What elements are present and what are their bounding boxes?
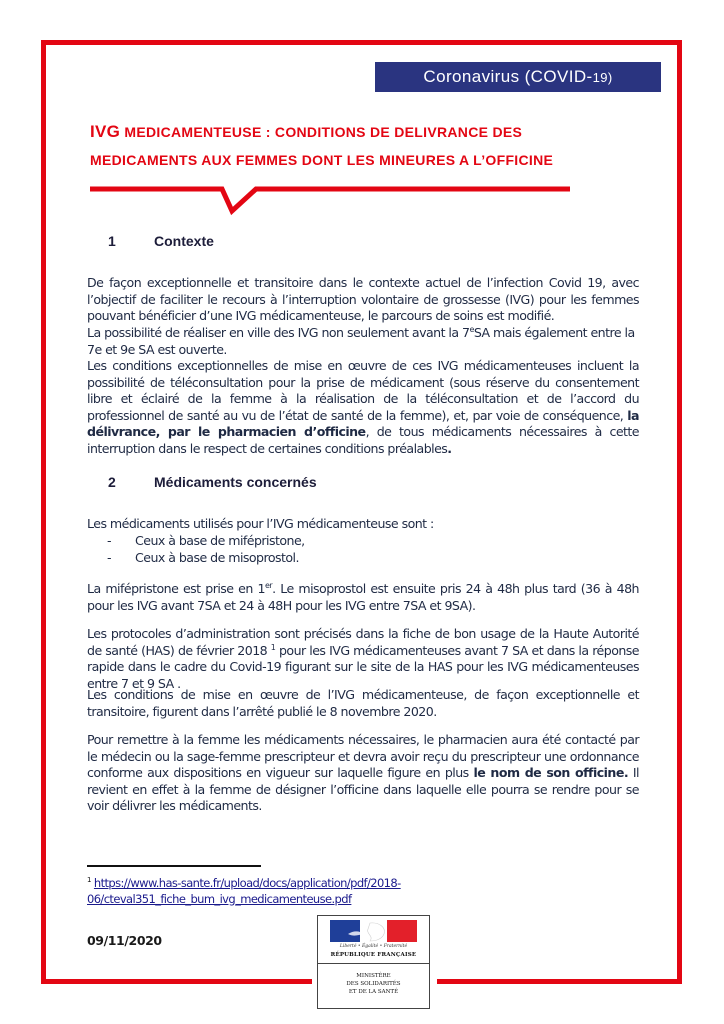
- logo-motto: Liberté • Égalité • Fraternité: [339, 944, 408, 949]
- page-title: [90, 121, 650, 171]
- section-2-paragraph-2: Les protocoles d’administration sont précisés dans la fiche de bon usage de la Haute Autorité de santé (HAS) de février 2018 $^1$ pour les IVG médicamenteuses avant 7 SA et dans la réponse rapide dans le cadre du Covid-19 figurant sur le site de la HAS pour les IVG médicamenteuses entre 7 et 9 SA .: [87, 626, 639, 691]
- list-item: - Ceux à base de mifépristone,: [107, 533, 305, 548]
- covid-banner-number: 19): [592, 69, 613, 85]
- speech-bubble-underline-icon: [88, 178, 574, 218]
- title-line-1-rest: MEDICAMENTEUSE : CONDITIONS DE DELIVRANCE DES: [120, 124, 523, 140]
- section-1-paragraph-2: La possibilité de réaliser en ville des IVG non seulement avant la 7eSA mais également entre la 7e et 9e SA est ouverte.: [87, 324, 635, 357]
- frame-border-bottom-right: [437, 979, 682, 984]
- title-ivg: IVG: [90, 122, 121, 141]
- covid-banner-label: Coronavirus (COVID-: [423, 67, 593, 86]
- section-2-title: Médicaments concernés: [154, 474, 317, 490]
- section-2-paragraph-1: La mifépristone est prise en 1er. Le misoprostol est ensuite pris 24 à 48h plus tard (36 à 48h pour les IVG avant 7SA et 24 à 48H pour les IVG entre 7SA et 9SA).: [87, 580, 639, 613]
- frame-border-top: [41, 40, 682, 45]
- frame-border-left: [41, 40, 46, 984]
- emphasis-pharmacist-delivery: la délivrance, par le pharmacien d’officine: [87, 407, 639, 439]
- title-line-2: MEDICAMENTS AUX FEMMES DONT LES MINEURES A L’OFFICINE: [90, 152, 554, 168]
- logo-republic: RÉPUBLIQUE FRANÇAISE: [330, 952, 417, 958]
- frame-border-bottom-left: [41, 979, 312, 984]
- covid-banner: [375, 62, 661, 92]
- ministry-logo: [317, 915, 430, 1009]
- section-1-heading: [108, 233, 214, 249]
- emphasis-pharmacy-name: le nom de son officine.: [473, 765, 629, 780]
- logo-ministry: MINISTÈRE DES SOLIDARITÉS ET DE LA SANTÉ: [346, 973, 401, 995]
- section-2-heading: [108, 474, 317, 490]
- section-1-number: 1: [108, 233, 116, 249]
- footnote-separator: [87, 865, 261, 867]
- list-item: - Ceux à base de misoprostol.: [107, 550, 299, 565]
- document-date: 09/11/2020: [87, 933, 162, 948]
- republique-francaise-block: [318, 916, 429, 964]
- section-2-paragraph-3: Les conditions de mise en œuvre de l’IVG médicamenteuse, de façon exceptionnelle et transitoire, figurent dans l’arrêté publié le 8 novembre 2020.: [87, 687, 639, 719]
- footnote-link[interactable]: https://www.has-sante.fr/upload/docs/application/pdf/2018-06/cteval351_fiche_bum_ivg_medicamenteuse.pdf: [87, 875, 401, 906]
- section-1-paragraph-1: De façon exceptionnelle et transitoire dans le contexte actuel de l’infection Covid 19, avec l’objectif de faciliter le recours à l’interruption volontaire de grossesse (IVG) pour les femmes pouvant bénéficier d’une IVG médicamenteuse, le parcours de soins est modifié.: [87, 275, 639, 323]
- footnote-reference[interactable]: 1: [270, 642, 276, 652]
- marianne-flag-icon: [330, 920, 417, 942]
- footnote-marker: 1: [87, 876, 91, 884]
- section-1-paragraph-3: Les conditions exceptionnelles de mise en œuvre de ces IVG médicamenteuses incluent la possibilité de téléconsultation pour la prise de médicament (sous réserve du consentement libre et éclairé de la femme à la réalisation de la téléconsultation et de l’accord du professionnel de santé au vu de l’état de santé de la femme), et, par voie de conséquence, la délivrance, par le pharmacien d’officine, de tous médicaments nécessaires à cette interruption dans le respect de certaines conditions préalables.: [87, 358, 640, 456]
- section-1-title: Contexte: [154, 233, 214, 249]
- medication-list: [107, 532, 305, 566]
- footnote: [87, 872, 417, 907]
- title-line-1: [90, 121, 650, 143]
- section-2-number: 2: [108, 474, 116, 490]
- section-2-intro: Les médicaments utilisés pour l’IVG médicamenteuse sont :: [87, 516, 434, 531]
- section-2-paragraph-4: Pour remettre à la femme les médicaments nécessaires, le pharmacien aura été contacté par le médecin ou la sage-femme prescripteur et devra avoir reçu du prescripteur une ordonnance conforme aux dispositions en vigueur sur laquelle figure en plus le nom de son officine. Il revient en effet à la femme de désigner l’officine dans laquelle elle pourra se rendre pour se voir délivrer les médicaments.: [87, 732, 639, 813]
- frame-border-right: [677, 40, 682, 984]
